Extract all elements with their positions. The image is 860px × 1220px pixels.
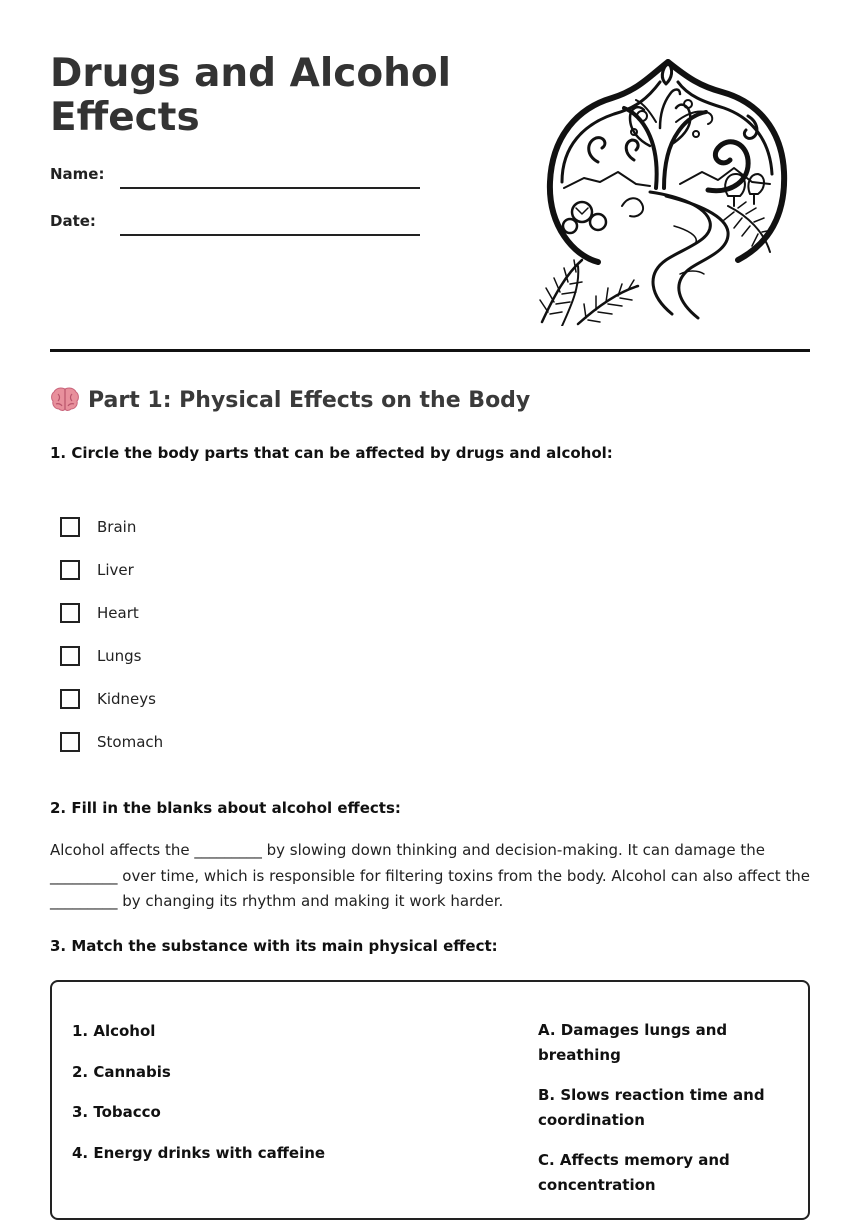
checkbox[interactable] (60, 517, 80, 537)
section-title-part-1 (50, 386, 530, 418)
question-3-prompt: 3. Match the substance with its main physical effect: (50, 937, 498, 955)
body-parts-checklist (60, 505, 163, 763)
option-lungs[interactable] (60, 634, 163, 677)
effect-list (538, 1018, 798, 1213)
question-2-prompt: 2. Fill in the blanks about alcohol effects: (50, 799, 401, 817)
option-kidneys[interactable] (60, 677, 163, 720)
effect-item: C. Affects memory and concentration (538, 1151, 730, 1194)
option-liver[interactable] (60, 548, 163, 591)
tree-river-illustration (538, 56, 798, 326)
fill-in-blanks-paragraph: Alcohol affects the _________ by slowing down thinking and decision-making. It can damage the _________ over time, which is responsible for filtering toxins from the body. Alcohol can also affect the _________ by changing its rhythm and making it work harder. (50, 841, 810, 910)
brain-icon (50, 386, 80, 418)
question-1-prompt: 1. Circle the body parts that can be affected by drugs and alcohol: (50, 444, 613, 462)
worksheet-title: Drugs and Alcohol Effects (50, 51, 452, 140)
worksheet-page (50, 0, 810, 1194)
option-label: Lungs (97, 646, 142, 665)
option-label: Brain (97, 517, 137, 536)
checkbox[interactable] (60, 560, 80, 580)
effect-item: A. Damages lungs and breathing (538, 1021, 728, 1064)
effect-item: B. Slows reaction time and coordination (538, 1086, 765, 1129)
name-label: Name: (50, 165, 105, 183)
substance-item: 3. Tobacco (72, 1103, 161, 1122)
checkbox[interactable] (60, 689, 80, 709)
option-label: Heart (97, 603, 139, 622)
substance-item: 4. Energy drinks with caffeine (72, 1144, 326, 1163)
substance-item: 1. Alcohol (72, 1022, 156, 1040)
matching-box (50, 980, 810, 1220)
substance-list (72, 1018, 325, 1181)
name-field-line[interactable] (120, 187, 420, 189)
option-stomach[interactable] (60, 720, 163, 763)
checkbox[interactable] (60, 603, 80, 623)
option-label: Kidneys (97, 689, 156, 708)
option-heart[interactable] (60, 591, 163, 634)
checkbox[interactable] (60, 646, 80, 666)
option-label: Liver (97, 560, 134, 579)
worksheet-header (50, 0, 810, 352)
date-field-line[interactable] (120, 234, 420, 236)
date-label: Date: (50, 212, 96, 230)
option-label: Stomach (97, 732, 164, 751)
option-brain[interactable] (60, 505, 163, 548)
checkbox[interactable] (60, 732, 80, 752)
section-title-text: Part 1: Physical Effects on the Body (88, 388, 531, 413)
substance-item: 2. Cannabis (72, 1062, 171, 1081)
header-divider (50, 349, 810, 352)
